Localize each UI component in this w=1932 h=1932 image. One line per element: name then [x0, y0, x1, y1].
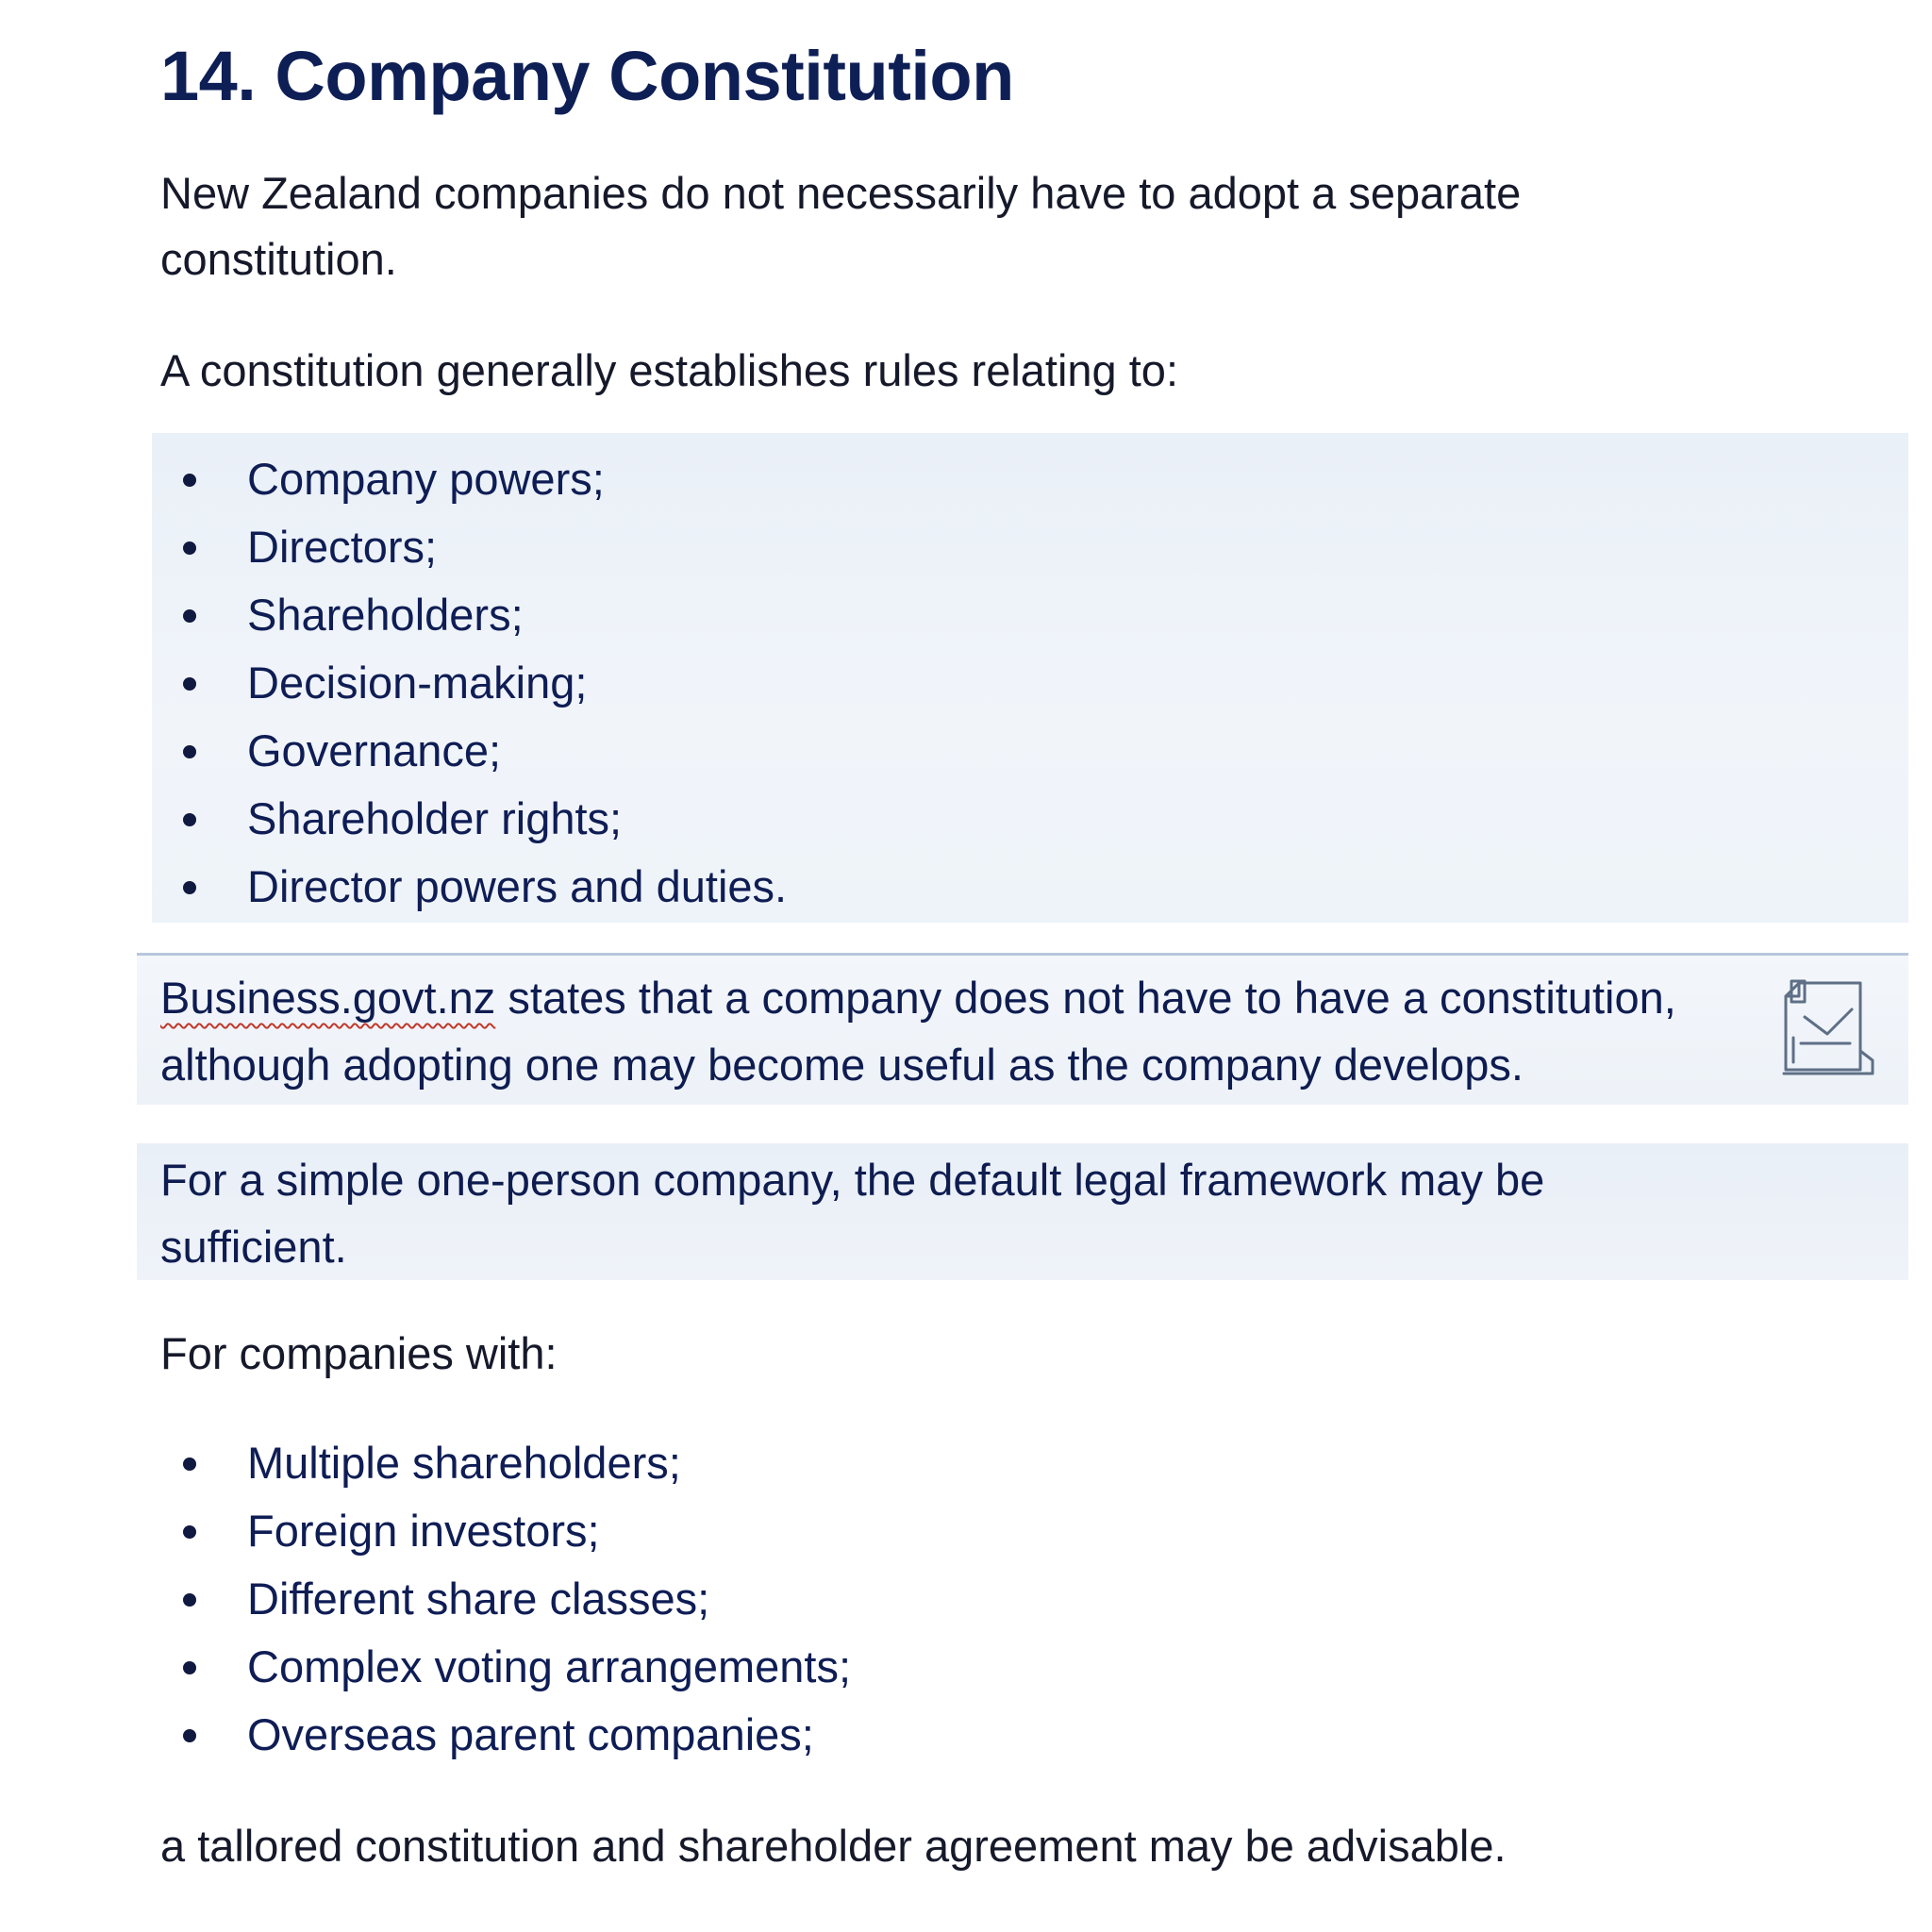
bullet-icon — [183, 1729, 196, 1742]
list-item-text: Directors; — [247, 522, 438, 572]
conditions-intro: For companies with: — [160, 1328, 558, 1378]
bullet-icon — [183, 677, 196, 691]
source-callout-text — [160, 964, 1764, 1098]
bullet-icon — [183, 1457, 196, 1471]
bullet-icon — [183, 541, 196, 555]
list-item — [179, 513, 787, 581]
conditions-list — [179, 1429, 851, 1769]
bullet-icon — [183, 745, 196, 758]
list-item-text: Shareholder rights; — [247, 793, 623, 843]
bullet-icon — [183, 609, 196, 623]
list-item — [179, 853, 787, 921]
list-item-text: Foreign investors; — [247, 1506, 600, 1556]
list-item — [179, 581, 787, 649]
rules-intro: A constitution generally establishes rules relating to: — [160, 345, 1179, 395]
list-item — [179, 1701, 851, 1769]
intro-paragraph: New Zealand companies do not necessarily have to adopt a separate constitution. — [160, 168, 1522, 284]
list-item-text: Company powers; — [247, 454, 605, 504]
list-item-text: Overseas parent companies; — [247, 1709, 814, 1759]
section-heading: 14. Company Constitution — [160, 37, 1014, 115]
list-item — [179, 1633, 851, 1701]
list-item — [179, 1429, 851, 1497]
document-check-icon — [1780, 975, 1879, 1079]
closing-paragraph: a tallored constitution and shareholder agreement may be advisable. — [160, 1821, 1507, 1871]
list-item-text: Governance; — [247, 725, 502, 775]
list-item — [179, 649, 787, 717]
list-item — [179, 717, 787, 785]
list-item — [179, 1497, 851, 1565]
bullet-icon — [183, 1593, 196, 1607]
bullet-icon — [183, 881, 196, 894]
source-link[interactable]: Business.govt.nz — [160, 973, 496, 1023]
bullet-icon — [183, 1525, 196, 1539]
list-item — [179, 1565, 851, 1633]
list-item-text: Shareholders; — [247, 590, 524, 640]
list-item-text: Decision-making; — [247, 658, 588, 708]
list-item-text: Complex voting arrangements; — [247, 1641, 852, 1691]
rules-list — [179, 445, 787, 921]
list-item — [179, 785, 787, 853]
simple-company-text: For a simple one-person company, the default legal framework may be sufficient. — [160, 1155, 1545, 1272]
list-item-text: Different share classes; — [247, 1574, 710, 1624]
list-item-text: Director powers and duties. — [247, 861, 788, 911]
bullet-icon — [183, 474, 196, 487]
bullet-icon — [183, 1661, 196, 1674]
list-item — [179, 445, 787, 513]
source-callout-body: states that a company does not have to have a constitution, although adopting one may become useful as the company develops. — [160, 973, 1676, 1090]
list-item-text: Multiple shareholders; — [247, 1438, 681, 1488]
bullet-icon — [183, 813, 196, 826]
